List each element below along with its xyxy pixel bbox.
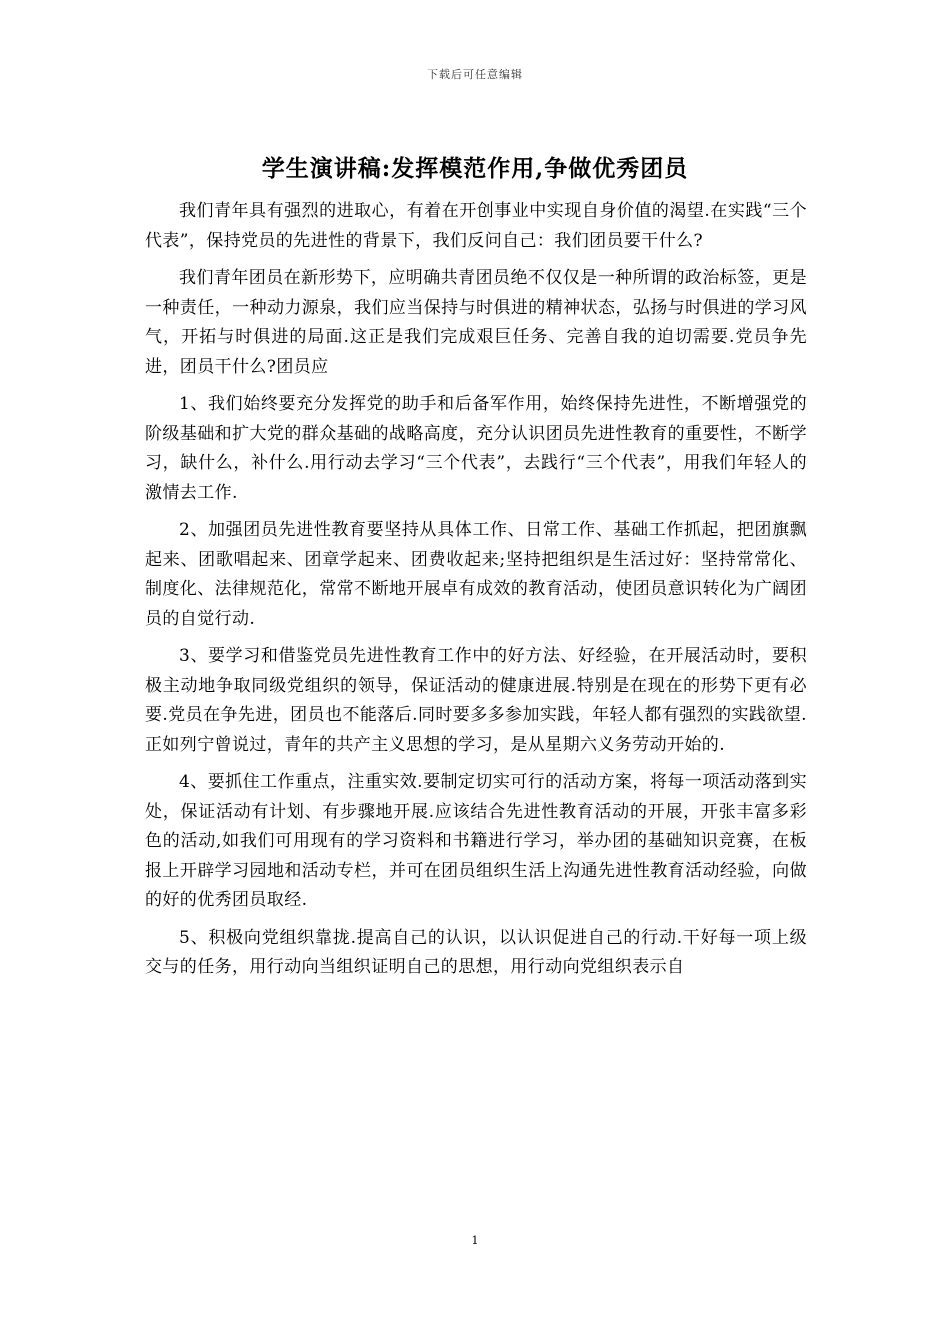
- page-number: 1: [471, 1234, 479, 1247]
- paragraph-intro: 我们青年具有强烈的进取心，有着在开创事业中实现自身价值的渴望.在实践“三个代表”，保持党员的先进性的背景下，我们反问自己：我们团员要干什么?: [145, 201, 807, 251]
- paragraph-point-1: 1、我们始终要充分发挥党的助手和后备军作用，始终保持先进性，不断增强党的阶级基础和扩大党的群众基础的战略高度，充分认识团员先进性教育的重要性，不断学习，缺什么，补什么.用行动去学习“三个代表”，去践行“三个代表”，用我们年轻人的激情去工作.: [145, 394, 807, 503]
- paragraph-point-2: 2、加强团员先进性教育要坚持从具体工作、日常工作、基础工作抓起，把团旗飘起来、团歌唱起来、团章学起来、团费收起来;坚持把组织是生活过好：坚持常常化、制度化、法律规范化，常常不断地开展卓有成效的教育活动，使团员意识转化为广阔团员的自觉行动.: [145, 520, 807, 629]
- document-title: 学生演讲稿:发挥模范作用,争做优秀团员: [261, 155, 689, 182]
- paragraph-point-5: 5、积极向党组织靠拢.提高自己的认识，以认识促进自己的行动.干好每一项上级交与的任务，用行动向当组织证明自己的思想，用行动向党组织表示自: [145, 927, 807, 977]
- document-body: [145, 197, 807, 991]
- header-note: 下载后可任意编辑: [427, 68, 523, 81]
- paragraph-point-4: 4、要抓住工作重点，注重实效.要制定切实可行的活动方案，将每一项活动落到实处，保证活动有计划、有步骤地开展.应该结合先进性教育活动的开展，开张丰富多彩色的活动,如我们可用现有的学习资料和书籍进行学习，举办团的基础知识竞赛，在板报上开辟学习园地和活动专栏，并可在团员组织生活上沟通先进性教育活动经验，向做的好的优秀团员取经.: [145, 772, 807, 910]
- paragraph-point-3: 3、要学习和借鉴党员先进性教育工作中的好方法、好经验，在开展活动时，要积极主动地争取同级党组织的领导，保证活动的健康进展.特别是在现在的形势下更有必要.党员在争先进，团员也不能落后.同时要多多参加实践，年轻人都有强烈的实践欲望.正如列宁曾说过，青年的共产主义思想的学习，是从星期六义务劳动开始的.: [145, 646, 807, 755]
- paragraph-context: 我们青年团员在新形势下，应明确共青团员绝不仅仅是一种所谓的政治标签，更是一种责任，一种动力源泉，我们应当保持与时俱进的精神状态，弘扬与时俱进的学习风气，开拓与时俱进的局面.这正是我们完成艰巨任务、完善自我的迫切需要.党员争先进，团员干什么?团员应: [145, 268, 807, 377]
